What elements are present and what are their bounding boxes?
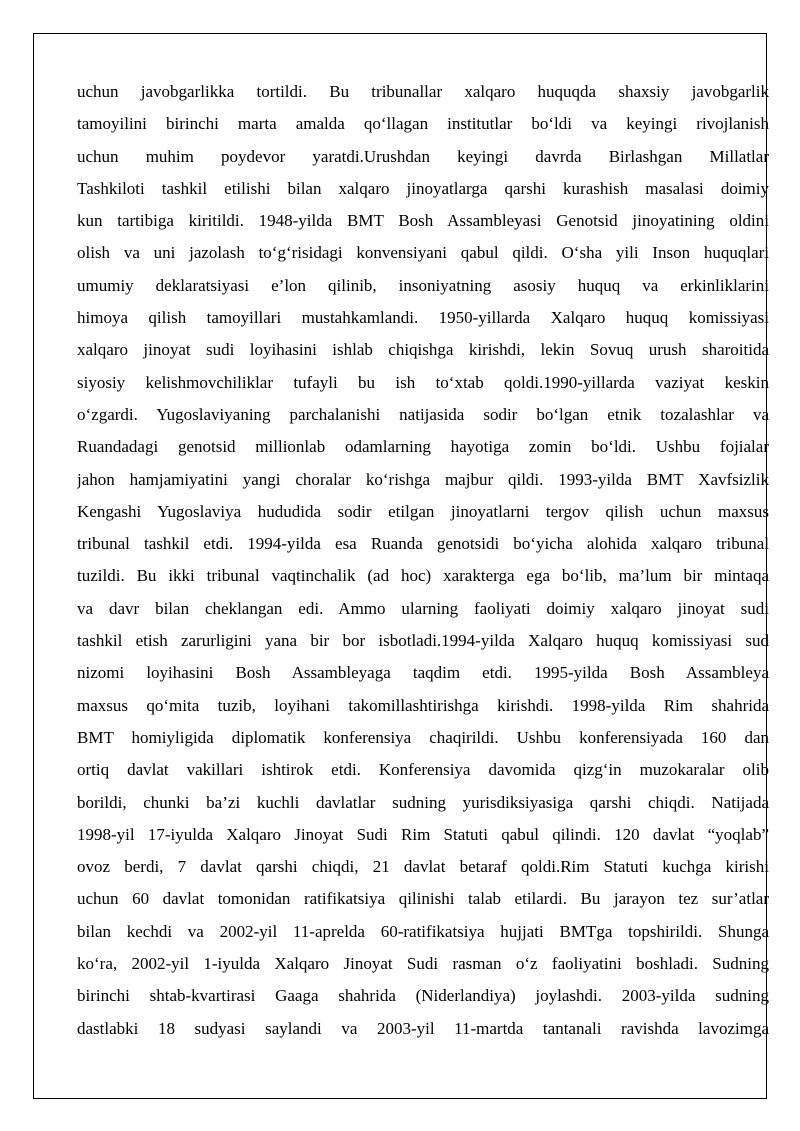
text-line: dastlabki 18 sudyasi saylandi va 2003-yil 11-martda tantanali ravishda lavozimga (77, 1018, 769, 1038)
text-line: xalqaro jinoyat sudi loyihasini ishlab chiqishga kirishdi, lekin Sovuq urush sharoitida (77, 340, 769, 360)
text-line: va davr bilan cheklangan edi. Ammo ularning faoliyati doimiy xalqaro jinoyat sudi (77, 598, 769, 618)
text-line: himoya qilish tamoyillari mustahkamlandi. 1950-yillarda Xalqaro huquq komissiyasi (77, 308, 769, 328)
text-line: BMT homiyligida diplomatik konferensiya chaqirildi. Ushbu konferensiyada 160 dan (77, 727, 769, 747)
text-line: uchun 60 davlat tomonidan ratifikatsiya qilinishi talab etilardi. Bu jarayon tez sur’atlar (77, 889, 769, 909)
text-line: siyosiy kelishmovchiliklar tufayli bu ish to‘xtab qoldi.1990-yillarda vaziyat keskin (77, 372, 769, 392)
text-line: kun tartibiga kiritildi. 1948-yilda BMT Bosh Assambleyasi Genotsid jinoyatining oldini (77, 211, 769, 231)
text-line: bilan kechdi va 2002-yil 11-aprelda 60-ratifikatsiya hujjati BMTga topshirildi. Shunga (77, 921, 769, 941)
text-line: tashkil etish zarurligini yana bir bor isbotladi.1994-yilda Xalqaro huquq komissiyasi sud (77, 631, 769, 651)
text-line: jahon hamjamiyatini yangi choralar ko‘rishga majbur qildi. 1993-yilda BMT Xavfsizlik (77, 469, 769, 489)
body-paragraph (77, 76, 769, 1045)
text-line: nizomi loyihasini Bosh Assambleyaga taqdim etdi. 1995-yilda Bosh Assambleya (77, 663, 769, 683)
text-line: uchun muhim poydevor yaratdi.Urushdan keyingi davrda Birlashgan Millatlar (77, 146, 769, 166)
text-line: umumiy deklaratsiyasi e’lon qilinib, insoniyatning asosiy huquq va erkinliklarini (77, 275, 769, 295)
text-line: tamoyilini birinchi marta amalda qo‘llagan institutlar bo‘ldi va keyingi rivojlanish (77, 114, 769, 134)
text-line: maxsus qo‘mita tuzib, loyihani takomillashtirishga kirishdi. 1998-yilda Rim shahrida (77, 695, 769, 715)
text-line: uchun javobgarlikka tortildi. Bu tribunallar xalqaro huquqda shaxsiy javobgarlik (77, 82, 769, 101)
text-line: ko‘ra, 2002-yil 1-iyulda Xalqaro Jinoyat Sudi rasman o‘z faoliyatini boshladi. Sudning (77, 954, 769, 974)
text-line: borildi, chunki ba’zi kuchli davlatlar sudning yurisdiksiyasiga qarshi chiqdi. Natijada (77, 792, 769, 812)
text-line: tuzildi. Bu ikki tribunal vaqtinchalik (ad hoc) xarakterga ega bo‘lib, ma’lum bir mintaqa (77, 566, 769, 586)
text-line: o‘zgardi. Yugoslaviyaning parchalanishi natijasida sodir bo‘lgan etnik tozalashlar va (77, 404, 769, 424)
text-line: ovoz berdi, 7 davlat qarshi chiqdi, 21 davlat betaraf qoldi.Rim Statuti kuchga kirishi (77, 857, 769, 877)
text-line: tribunal tashkil etdi. 1994-yilda esa Ruanda genotsidi bo‘yicha alohida xalqaro tribunal (77, 534, 769, 554)
text-line: 1998-yil 17-iyulda Xalqaro Jinoyat Sudi Rim Statuti qabul qilindi. 120 davlat “yoqlab” (77, 824, 769, 844)
text-line: Kengashi Yugoslaviya hududida sodir etilgan jinoyatlarni tergov qilish uchun maxsus (77, 501, 769, 521)
text-line: birinchi shtab-kvartirasi Gaaga shahrida (Niderlandiya) joylashdi. 2003-yilda sudning (77, 986, 769, 1006)
text-line: ortiq davlat vakillari ishtirok etdi. Konferensiya davomida qizg‘in muzokaralar olib (77, 760, 769, 780)
text-line: Tashkiloti tashkil etilishi bilan xalqaro jinoyatlarga qarshi kurashish masalasi doimiy (77, 178, 769, 198)
text-line: olish va uni jazolash to‘g‘risidagi konvensiyani qabul qildi. O‘sha yili Inson huquqlari (77, 243, 769, 263)
text-line: Ruandadagi genotsid millionlab odamlarning hayotiga zomin bo‘ldi. Ushbu fojialar (77, 437, 769, 457)
